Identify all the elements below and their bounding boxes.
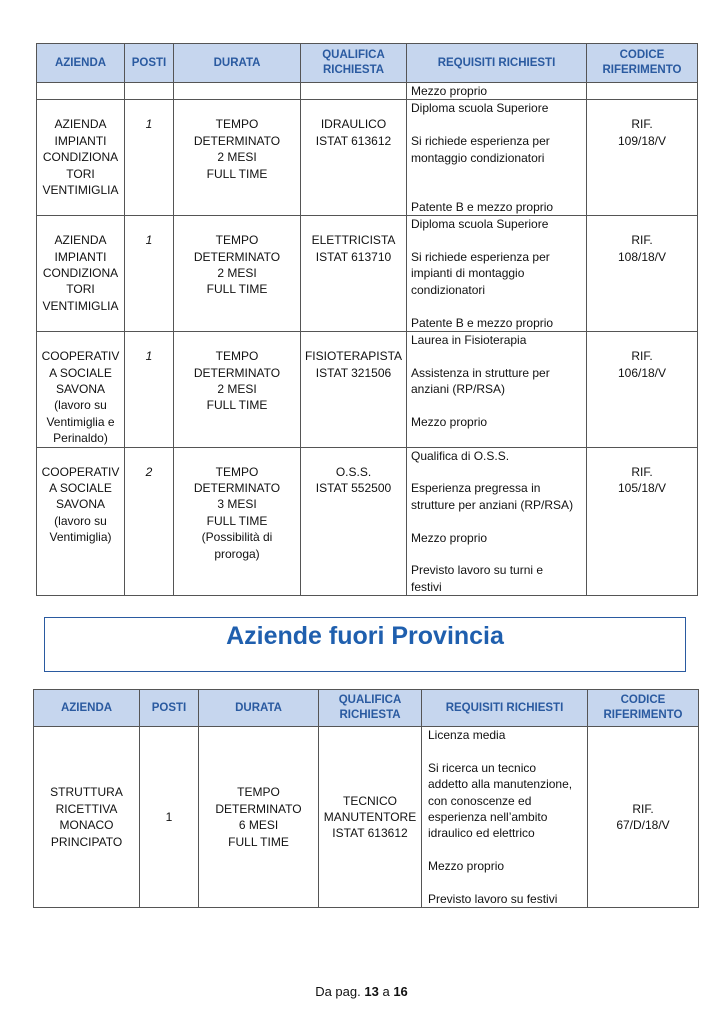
cell-azienda: STRUTTURA RICETTIVA MONACO PRINCIPATO	[34, 727, 140, 908]
cell-durata: TEMPO DETERMINATO 3 MESI FULL TIME (Possibilità di proroga)	[174, 447, 301, 596]
cell-durata: TEMPO DETERMINATO 6 MESI FULL TIME	[199, 727, 319, 908]
cell-posti: 1	[125, 100, 174, 216]
header-durata: DURATA	[174, 44, 301, 83]
cell-codice: RIF. 67/D/18/V	[588, 727, 699, 908]
section-title: Aziende fuori Provincia	[226, 622, 504, 650]
cell-posti: 1	[140, 727, 199, 908]
table-row	[37, 100, 698, 216]
cell-codice: RIF. 108/18/V	[587, 216, 698, 332]
section-banner	[44, 617, 686, 672]
header-azienda: AZIENDA	[37, 44, 125, 83]
page-footer	[0, 984, 723, 999]
job-offers-table-outside-province	[33, 689, 699, 908]
cell-azienda: AZIENDA IMPIANTI CONDIZIONA TORI VENTIMIGLIA	[37, 216, 125, 332]
header-posti: POSTI	[125, 44, 174, 83]
table-row-continued	[37, 83, 698, 100]
table-row	[37, 332, 698, 447]
cell-requisiti: Diploma scuola Superiore Si richiede esperienza per montaggio condizionatori Patente B e mezzo proprio	[407, 100, 587, 216]
table-row	[34, 727, 699, 908]
cell-durata: TEMPO DETERMINATO 2 MESI FULL TIME	[174, 100, 301, 216]
cell-requisiti: Licenza media Si ricerca un tecnico addetto alla manutenzione, con conoscenze ed esperienza nell’ambito idraulico ed elettrico Mezzo proprio Previsto lavoro su festivi	[422, 727, 588, 908]
header-durata: DURATA	[199, 690, 319, 727]
footer-mid: a	[382, 984, 390, 999]
cell-qualifica: ELETTRICISTA ISTAT 613710	[301, 216, 407, 332]
cell-posti: 1	[125, 216, 174, 332]
cell-requisiti: Qualifica di O.S.S. Esperienza pregressa in strutture per anziani (RP/RSA) Mezzo proprio Previsto lavoro su turni e festivi	[407, 447, 587, 596]
footer-page-to: 16	[393, 984, 408, 999]
cell-requisiti: Laurea in Fisioterapia Assistenza in strutture per anziani (RP/RSA) Mezzo proprio	[407, 332, 587, 447]
cell-codice: RIF. 109/18/V	[587, 100, 698, 216]
cell-requisiti: Diploma scuola Superiore Si richiede esperienza per impianti di montaggio condizionatori Patente B e mezzo proprio	[407, 216, 587, 332]
header-codice: CODICE RIFERIMENTO	[587, 44, 698, 83]
cell-posti: 2	[125, 447, 174, 596]
cell-azienda: AZIENDA IMPIANTI CONDIZIONA TORI VENTIMIGLIA	[37, 100, 125, 216]
table-header-row	[37, 44, 698, 83]
cell-posti: 1	[125, 332, 174, 447]
cell-qualifica: FISIOTERAPISTA ISTAT 321506	[301, 332, 407, 447]
table-header-row	[34, 690, 699, 727]
footer-page-from: 13	[364, 984, 379, 999]
cell-qualifica: O.S.S. ISTAT 552500	[301, 447, 407, 596]
table-row	[37, 447, 698, 596]
cell-qualifica: IDRAULICO ISTAT 613612	[301, 100, 407, 216]
cell-qualifica: TECNICO MANUTENTORE ISTAT 613612	[319, 727, 422, 908]
cell-durata: TEMPO DETERMINATO 2 MESI FULL TIME	[174, 216, 301, 332]
cell-azienda: COOPERATIV A SOCIALE SAVONA (lavoro su Ventimiglia)	[37, 447, 125, 596]
job-offers-table-local	[36, 43, 698, 596]
header-posti: POSTI	[140, 690, 199, 727]
cell-codice: RIF. 106/18/V	[587, 332, 698, 447]
header-qualifica: QUALIFICA RICHIESTA	[319, 690, 422, 727]
footer-prefix: Da pag.	[315, 984, 361, 999]
header-qualifica: QUALIFICA RICHIESTA	[301, 44, 407, 83]
table-row	[37, 216, 698, 332]
header-codice: CODICE RIFERIMENTO	[588, 690, 699, 727]
header-azienda: AZIENDA	[34, 690, 140, 727]
header-requisiti: REQUISITI RICHIESTI	[422, 690, 588, 727]
cell-durata: TEMPO DETERMINATO 2 MESI FULL TIME	[174, 332, 301, 447]
cell-codice: RIF. 105/18/V	[587, 447, 698, 596]
cell-azienda: COOPERATIV A SOCIALE SAVONA (lavoro su Ventimiglia e Perinaldo)	[37, 332, 125, 447]
continued-requisiti: Mezzo proprio	[407, 83, 587, 100]
header-requisiti: REQUISITI RICHIESTI	[407, 44, 587, 83]
